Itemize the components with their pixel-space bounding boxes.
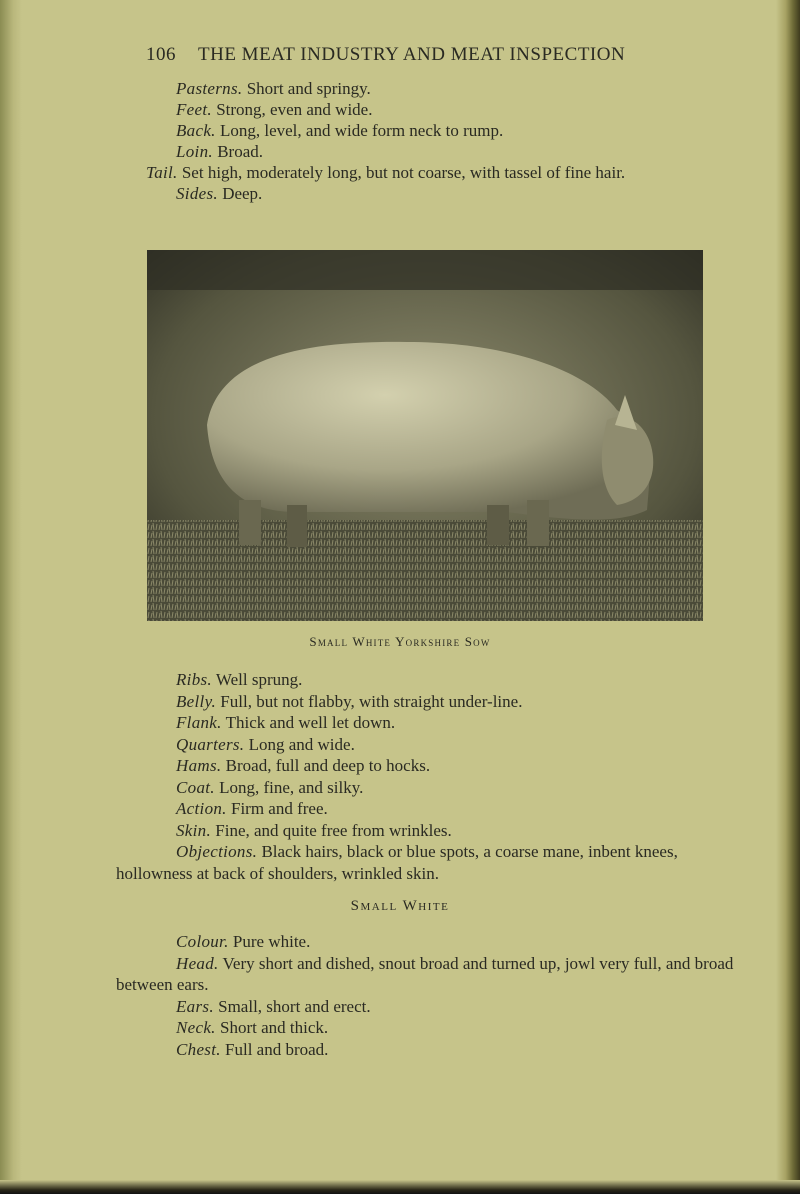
entry-ears: Ears. Small, short and erect. xyxy=(176,996,371,1016)
entry-sides: Sides. Deep. xyxy=(176,184,263,203)
pig-photograph xyxy=(147,250,703,621)
page-right-edge xyxy=(776,0,800,1194)
running-title: THE MEAT INDUSTRY AND MEAT INSPECTION xyxy=(198,44,626,65)
entry-action: Action. Firm and free. xyxy=(176,799,328,818)
section-3 xyxy=(116,931,736,1060)
entry-ribs: Ribs. Well sprung. xyxy=(176,670,303,689)
page-number: 106 xyxy=(146,44,176,65)
entry-loin: Loin. Broad. xyxy=(176,142,263,161)
sow-leg-rear xyxy=(239,500,261,545)
section-1 xyxy=(146,78,736,204)
entry-neck: Neck. Short and thick. xyxy=(176,1018,329,1037)
entry-chest: Chest. Full and broad. xyxy=(176,1039,329,1059)
entry-colour: Colour. Pure white. xyxy=(176,932,311,951)
page-left-edge xyxy=(0,0,22,1194)
entry-belly: Belly. Full, but not flabby, with straight under-line. xyxy=(176,691,523,711)
entry-coat: Coat. Long, fine, and silky. xyxy=(176,777,364,797)
entry-objections: Objections. Black hairs, black or blue spots, a coarse mane, inbent knees, hollowness at back of shoulders, wrinkled skin. xyxy=(116,842,678,883)
entry-quarters: Quarters. Long and wide. xyxy=(176,734,355,754)
entry-flank: Flank. Thick and well let down. xyxy=(176,713,396,732)
figure-caption: Small White Yorkshire Sow xyxy=(309,634,491,649)
entry-back: Back. Long, level, and wide form neck to rump. xyxy=(176,121,504,140)
entry-pasterns: Pasterns. Short and springy. xyxy=(176,79,371,98)
sow-image xyxy=(147,250,703,621)
section-2 xyxy=(116,669,736,884)
entry-feet: Feet. Strong, even and wide. xyxy=(176,100,373,119)
page-bottom-edge xyxy=(0,1180,800,1194)
entry-tail: Tail. Set high, moderately long, but not coarse, with tassel of fine hair. xyxy=(146,163,626,182)
section-heading-small-white: Small White xyxy=(350,898,450,914)
entry-head: Head. Very short and dished, snout broad and turned up, jowl very full, and broad between ears. xyxy=(116,953,734,994)
entry-hams: Hams. Broad, full and deep to hocks. xyxy=(176,756,431,775)
sow-leg-front xyxy=(527,500,549,546)
entry-skin: Skin. Fine, and quite free from wrinkles. xyxy=(176,820,452,840)
running-header xyxy=(146,44,686,66)
